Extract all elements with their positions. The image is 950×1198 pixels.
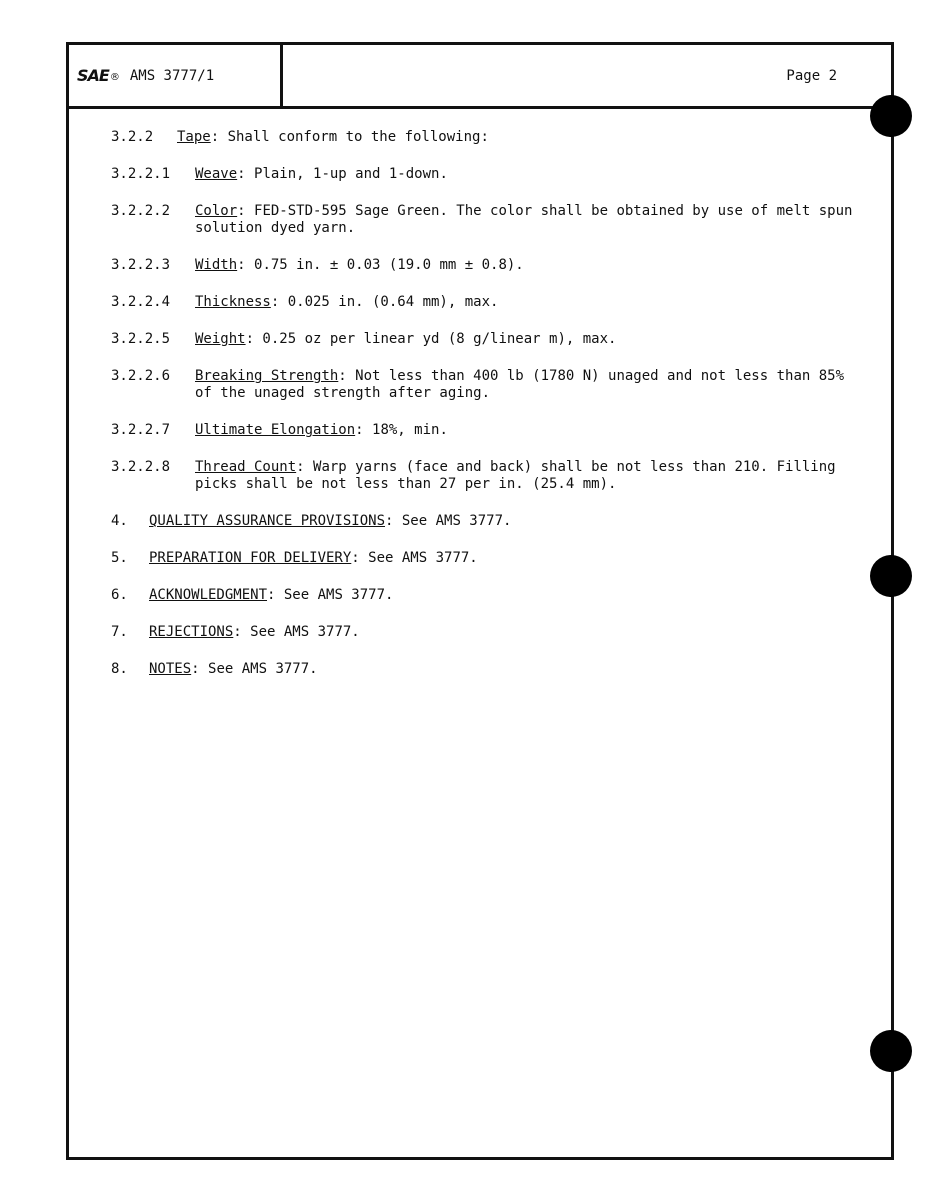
paragraph-content: : 0.75 in. ± 0.03 (19.0 mm ± 0.8). (237, 257, 524, 273)
paragraph-text (195, 459, 861, 493)
paragraph-heading: Weight (195, 331, 246, 347)
paragraph-content: : Not less than 400 lb (1780 N) unaged and not less than 85% of the unaged strength after aging. (195, 368, 845, 401)
paragraph-text (177, 129, 861, 146)
paragraph-text (195, 422, 861, 439)
section-heading: QUALITY ASSURANCE PROVISIONS (149, 513, 386, 529)
section-heading: PREPARATION FOR DELIVERY (149, 550, 352, 566)
paragraph-number: 3.2.2 (111, 129, 154, 145)
paragraph-heading: Tape (177, 129, 211, 145)
paragraph-number: 3.2.2.8 (111, 459, 171, 475)
paragraph-3-2-2-6 (111, 368, 861, 402)
document-body (111, 129, 861, 698)
paragraph-content: : Shall conform to the following: (210, 129, 489, 145)
section-content: : See AMS 3777. (351, 550, 478, 566)
section-5 (111, 550, 861, 567)
section-number: 5. (111, 550, 128, 566)
section-number: 8. (111, 661, 128, 677)
section-number: 4. (111, 513, 128, 529)
binder-hole-icon (870, 555, 912, 597)
section-heading: REJECTIONS (149, 624, 234, 640)
section-text (149, 661, 861, 678)
section-text (149, 624, 861, 641)
binder-hole-icon (870, 95, 912, 137)
paragraph-heading: Ultimate Elongation (195, 422, 356, 438)
section-content: : See AMS 3777. (385, 513, 512, 529)
paragraph-text (195, 203, 861, 237)
paragraph-3-2-2-3 (111, 257, 861, 274)
paragraph-heading: Width (195, 257, 238, 273)
paragraph-heading: Thread Count (195, 459, 297, 475)
page-number: Page 2 (786, 67, 837, 84)
paragraph-heading: Breaking Strength (195, 368, 339, 384)
paragraph-3-2-2-1 (111, 166, 861, 183)
paragraph-content: : 18%, min. (355, 422, 448, 438)
section-heading: NOTES (149, 661, 192, 677)
paragraph-content: : 0.025 in. (0.64 mm), max. (270, 294, 499, 310)
paragraph-heading: Color (195, 203, 238, 219)
section-content: : See AMS 3777. (233, 624, 360, 640)
paragraph-3-2-2-7 (111, 422, 861, 439)
paragraph-number: 3.2.2.2 (111, 203, 171, 219)
sae-logo: SAE (77, 66, 109, 85)
registered-mark: ® (109, 72, 120, 83)
paragraph-number: 3.2.2.6 (111, 368, 171, 384)
section-number: 7. (111, 624, 128, 640)
section-content: : See AMS 3777. (267, 587, 394, 603)
paragraph-heading: Weave (195, 166, 238, 182)
section-text (149, 550, 861, 567)
paragraph-number: 3.2.2.7 (111, 422, 171, 438)
paragraph-text (195, 368, 861, 402)
section-text (149, 587, 861, 604)
paragraph-number: 3.2.2.4 (111, 294, 171, 310)
page-frame (66, 42, 894, 1160)
section-text (149, 513, 861, 530)
paragraph-3-2-2-4 (111, 294, 861, 311)
binder-hole-icon (870, 1030, 912, 1072)
section-8 (111, 661, 861, 678)
paragraph-content: : FED-STD-595 Sage Green. The color shall be obtained by use of melt spun solution dyed yarn. (195, 203, 853, 236)
paragraph-content: : 0.25 oz per linear yd (8 g/linear m), max. (245, 331, 617, 347)
section-content: : See AMS 3777. (191, 661, 318, 677)
page-header (69, 45, 891, 109)
paragraph-number: 3.2.2.3 (111, 257, 171, 273)
paragraph-3-2-2-5 (111, 331, 861, 348)
paragraph-number: 3.2.2.1 (111, 166, 171, 182)
document-number: AMS 3777/1 (129, 67, 215, 84)
paragraph-heading: Thickness (195, 294, 271, 310)
paragraph-text (195, 294, 861, 311)
paragraph-content: : Plain, 1-up and 1-down. (237, 166, 448, 182)
section-4 (111, 513, 861, 530)
paragraph-text (195, 331, 861, 348)
section-7 (111, 624, 861, 641)
paragraph-content: : Warp yarns (face and back) shall be not less than 210. Filling picks shall be not less than 27 per in. (25.4 mm). (195, 459, 836, 492)
paragraph-text (195, 257, 861, 274)
header-left-cell (69, 45, 283, 106)
paragraph-3-2-2-2 (111, 203, 861, 237)
paragraph-number: 3.2.2.5 (111, 331, 171, 347)
section-heading: ACKNOWLEDGMENT (149, 587, 268, 603)
section-6 (111, 587, 861, 604)
section-number: 6. (111, 587, 128, 603)
paragraph-3-2-2 (111, 129, 861, 146)
paragraph-3-2-2-8 (111, 459, 861, 493)
paragraph-text (195, 166, 861, 183)
